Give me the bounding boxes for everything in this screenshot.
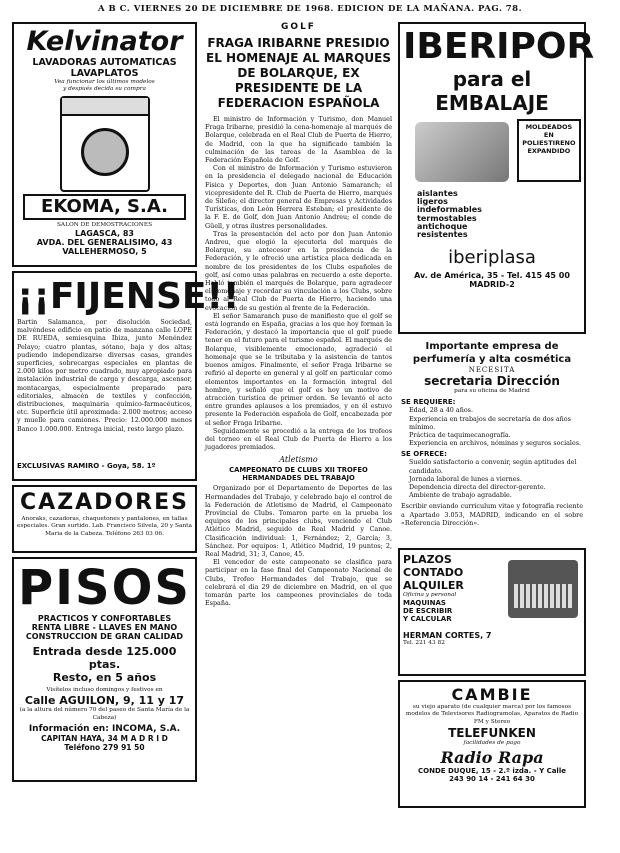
cambie-facil: facilidades de pago [463, 740, 521, 747]
plazos-addr: HERMAN CORTES, 7 [403, 631, 492, 641]
article-section: GOLF [281, 22, 316, 32]
cambie-title: CAMBIE [451, 685, 533, 704]
req-item: Práctica de taquimecanografía. [409, 431, 511, 440]
pisos-l3: CONSTRUCCION DE GRAN CALIDAD [25, 632, 184, 641]
cambie-ad [398, 680, 586, 808]
feature-item: ligeros [417, 197, 448, 207]
iberipor-tag [517, 119, 581, 182]
pisos-l4: Entrada desde 125.000 ptas. [32, 645, 177, 671]
kelvinator-line1: LAVADORAS AUTOMATICAS [32, 57, 177, 68]
feature-item: aislantes [417, 189, 458, 198]
article-p2: Con el ministro de Información y Turismo estuvieron en la presidencia el delegado nacional de Educación Física y Deportes, don Juan Antonio Samaranch; el vicepresidente del R. Club de Puerta de Hierro, marqués de Sileño; el director general de Empresas y Actividades Turísticas, don León Herrera Esteban; el presidente de la F. E. de Golf, don Juan Antonio Andreu; el conde de Güell, y otras ilustres personalidades. [205, 164, 392, 230]
fijense-ad [12, 271, 240, 481]
article-headline: FRAGA IRIBARNE PRESIDIO EL HOMENAJE AL MARQUES DE BOLARQUE, EX PRESIDENTE DE LA FEDERACION ESPAÑOLA [206, 36, 391, 110]
article-p7: El vencedor de este campeonato se clasifica para participar en la fase final del Campeonato Nacional de Clubs, Trofeo Hermandades del Trabajo, que se celebrará el día 29 de diciembre en Madrid, en el que tomarán parte los campeones provinciales de toda España. [205, 558, 392, 608]
iberipor-features [417, 190, 581, 239]
pisos-l10: CAPITAN HAYA, 34 M A D R I D [41, 734, 168, 744]
feature-item: termostables [417, 213, 477, 223]
kelvinator-addr2: AVDA. DEL GENERALISIMO, 43 [36, 238, 173, 248]
perfumeria-req-heading: SE REQUIERE: [401, 398, 456, 407]
feature-item: indeformables [417, 205, 482, 215]
perfumeria-ad [398, 338, 586, 548]
plazos-l4: Oficina y personal [403, 592, 457, 598]
plazos-l7: Y CALCULAR [403, 615, 452, 624]
iberipor-slogan [403, 67, 581, 115]
fijense-title: ¡¡FIJENSE!! [17, 276, 240, 317]
kelvinator-ad [12, 22, 197, 267]
plazos-tel: Tel. 221 43 82 [403, 640, 445, 647]
offer-item: Jornada laboral de lunes a viernes. [409, 474, 522, 483]
offer-list [409, 458, 583, 499]
req-item: Edad, 28 a 40 años. [409, 406, 473, 415]
ekoma-dealer: EKOMA, S.A. [23, 194, 186, 220]
article-p6: Organizado por el Departamento de Deportes de las Hermandades del Trabajo, y celebrado bajo el control de la Federación de Atletismo de Madrid, el Campeonato Provincial de Clubs. Tomaron parte en la prueba los equipos de los principales clubs, venciendo el Club Atlético Madrid, seguido de Real Madrid y Canoe. Clasificación individual: 1, Fernández; 2, García; 3, Sánchez. Por equipos: 1, Atlético Madrid, 19 puntos; 2, Real Madrid, 31; 3, Canoe, 45. [205, 484, 392, 558]
fijense-body: Bartin Salamanca, por disolución Sociedad, malvéndese edificio en patio de manzana calle LOPE DE RUEDA, semiesquina Ibiza, junto Menéndez Pelayo; cuatro plantas, sótano, baja y dos altas; pudiendo independizarse diversas casas, grandes superficies, sobrecargas especiales en plantas de 2.000 kilos por metro cuadrado, muy apropiado para instalación industrial de carga y descarga, ascensor, montacargas, especialmente preparado para editoriales, almacén de textiles y confección, distribuciones, maquinaria químico-farmacéuticos, etc. Superficie útil aproximada: 2.000 metros; acceso y muelle para camiones. Precio: 12.000.000 menos Banco 1.000.000. Entrega inicial, resto largo plazo. [17, 318, 192, 433]
req-list [409, 406, 583, 447]
plazos-l1: PLAZOS [403, 553, 452, 566]
plazos-l3: ALQUILER [403, 579, 464, 592]
radio-rapa-logo: Radio Rapa [440, 747, 544, 767]
pisos-l2: RENTA LIBRE - LLAVES EN MANO [31, 623, 178, 632]
perfumeria-footer: Escribir enviando curriculum vitae y fotografía reciente a Apartado 3.053, MADRID, indicando en el sobre «Referencia Dirección». [401, 502, 583, 527]
iberipor-tag1: MOLDEADOS [525, 123, 573, 131]
fijense-exclusivas: EXCLUSIVAS RAMIRO - Goya, 58. 1º [17, 462, 156, 470]
article-p4: El señor Samaranch puso de manifiesto que el golf se está logrando en España, gracias a los que hoy forman la Federación, y destacó la importancia que el golf puede tener en el futuro para el turismo español. El marqués de Bolarque, visiblemente emocionado, agradeció el homenaje que se le tributaba y la asistencia de tantos buenos amigos. Finalmente, el señor Fraga Iribarne se refirió al deporte en general y al golf en particular como elementos importantes en la formación integral del hombre, y señaló que el golf es hoy un motivo de atracción turística de primer orden. Se levantó el acto entre grandes aplausos a los premiados, y en él estuvo presente la Federación española de Golf, encabezada por el señor Fraga Iribarne. [205, 311, 392, 427]
kelvinator-line4: y después decida su compra [63, 86, 146, 93]
plazos-l2: CONTADO [403, 566, 464, 579]
article-p1: El ministro de Información y Turismo, don Manuel Fraga Iribarne, presidió la cena-homenaje al marqués de Bolarque, celebrada en el Real Club de Puerta de Hierro, de Madrid, con la que ha significado también la culminación de las tareas de la Asamblea de la Federación Española de Golf. [205, 115, 392, 165]
cambie-tel: 243 90 14 - 241 64 30 [449, 774, 535, 783]
perfumeria-title: Importante empresa de perfumería y alta cosmética [412, 341, 572, 365]
plazos-l6: DE ESCRIBIR [403, 607, 453, 616]
pisos-ad [12, 557, 197, 782]
perfumeria-offer-heading: SE OFRECE: [401, 450, 447, 459]
offer-item: Dependencia directa del director-gerente. [409, 483, 546, 492]
pisos-l9: Información en: INCOMA, S.A. [28, 724, 181, 735]
iberipor-addr1: Av. de América, 35 - Tel. 415 45 00 [414, 271, 570, 281]
article-subhead: Atletismo [279, 455, 318, 465]
offer-item: Ambiente de trabajo agradable. [409, 491, 512, 500]
column-left [12, 22, 240, 786]
offer-item: Sueldo satisfactorio a convenir, según aptitudes del candidato. [409, 458, 577, 475]
iberipor-brand: IBERIPOR [403, 26, 595, 67]
cazadores-ad [12, 485, 197, 553]
perfumeria-place: para su oficina de Madrid [454, 388, 530, 394]
pisos-title: PISOS [18, 560, 191, 616]
iberipor-tag4: EXPANDIDO [527, 147, 571, 155]
iberipor-addr2: MADRID-2 [469, 280, 515, 290]
article-p3: Tras la presentación del acto por don Juan Antonio Andreu, que elogió la ejecutoria del marqués de Bolarque, su antecesor en la presidencia de la Federación, y le ofreció una artística placa dedicada en nombre de los presidentes de los Clubs españoles de golf, así como unas palabras en recuerdo a este deporte. Habló también el marqués de Bolarque, para agradecer el homenaje y recordar su vinculación a los Clubs, sobre todo al Real Club de Puerta de Hierro, haciendo una evocación de su gestión al frente de la Federación. [205, 229, 392, 312]
req-item: Experiencia en trabajos de secretaría de dos años mínimo. [409, 414, 571, 431]
page-header: A B C. VIERNES 20 DE DICIEMBRE DE 1968. EDICION DE LA MAÑANA. PAG. 78. [97, 4, 523, 14]
iberipor-ad [398, 22, 595, 334]
iberipor-tag2: EN [543, 131, 554, 139]
iberipor-tag3: POLIESTIRENO [522, 139, 576, 147]
kelvinator-brand: Kelvinator [26, 26, 183, 57]
iberiplasa-logo: iberiplasa [448, 247, 536, 269]
iberipor-slogan1: para el [452, 67, 532, 91]
typewriter-illustration [508, 560, 578, 618]
perfumeria-job: secretaria Dirección [424, 374, 560, 388]
pisos-l6: Visítelos incluso domingos y festivos en [46, 687, 163, 693]
kelvinator-addr1: LAGASCA, 83 [75, 229, 134, 239]
plazos-l5: MAQUINAS [403, 599, 446, 608]
article-subhead2: CAMPEONATO DE CLUBS XII TROFEO HERMANDADES DEL TRABAJO [229, 466, 368, 483]
washing-machine-illustration [60, 96, 150, 192]
pisos-l1: PRACTICOS Y CONFORTABLES [37, 614, 172, 623]
cambie-body: su viejo aparato (de cualquier marca) por los famosos modelos de Televisores Radiogramolas, Aparatos de Radio FM y Stereo [405, 704, 579, 725]
pisos-l8: (a la altura del número 70 del paseo de Santa María de la Cabeza) [19, 707, 190, 721]
req-item: Experiencia en archivos, nóminas y seguros sociales. [409, 439, 582, 448]
column-right [398, 22, 595, 812]
package-illustration [415, 122, 509, 182]
cambie-addr: CONDE DUQUE, 15 - 2.º izda. - Y Calle [418, 766, 566, 775]
column-middle [205, 22, 392, 607]
salon-label: SALON DE DEMOSTRACIONES [56, 221, 153, 228]
cazadores-title: CAZADORES [20, 490, 189, 515]
article-p5: Seguidamente se procedió a la entrega de los trofeos del torneo en el Real Club de Puerta de Hierro a los jugadores premiados. [205, 426, 392, 452]
kelvinator-line2: LAVAPLATOS [70, 68, 139, 79]
feature-item: antichoque [417, 221, 468, 231]
iberipor-slogan2: EMBALAJE [435, 91, 549, 115]
feature-item: resistentes [417, 230, 468, 240]
cazadores-body: Anoraks, cazadoras, chaquetones y pantalones, en tallas especiales. Gran surtido. Lab. Francisco Silvela, 20 y Santa Maria de la Cabeza. Teléfono 263 03 06. [17, 516, 192, 537]
telefunken-brand: TELEFUNKEN [448, 726, 536, 741]
kelvinator-line3: Vea funcionar los últimos modelos [54, 79, 155, 85]
kelvinator-addr3: VALLEHERMOSO, 5 [62, 247, 147, 257]
pisos-l7: Calle AGUILON, 9, 11 y 17 [24, 694, 185, 708]
pisos-l11: Teléfono 279 91 50 [64, 743, 145, 753]
pisos-l5: Resto, en 5 años [52, 671, 157, 684]
plazos-ad [398, 548, 586, 676]
perfumeria-necesita: NECESITA [468, 366, 516, 374]
